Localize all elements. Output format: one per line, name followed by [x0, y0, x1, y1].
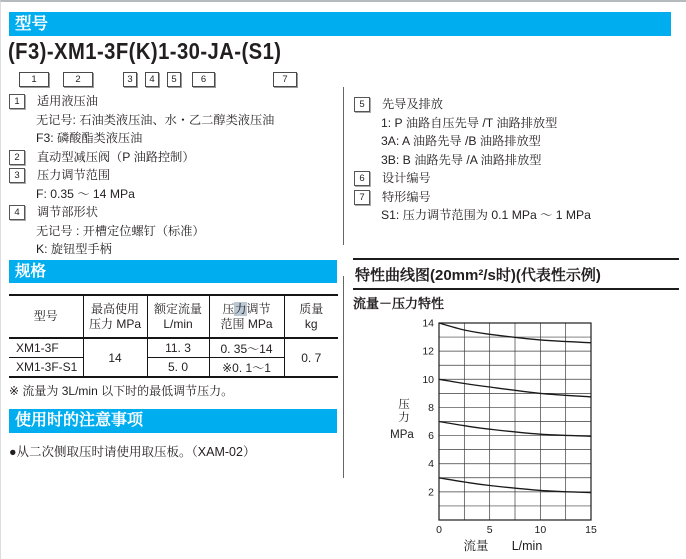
legend-item-line: F: 0.35 ～ 14 MPa: [36, 186, 135, 201]
cell-rated-flow: 5. 0: [147, 358, 209, 378]
legend-item-line: K: 旋钮型手柄: [36, 242, 112, 256]
cell-model: XM1-3F-S1: [9, 358, 83, 378]
legend-item-line: 3A: A 油路先导 /B 油路排放型: [381, 134, 541, 148]
legend-item-2: [9, 148, 339, 167]
code-position-box-1: 1: [19, 72, 49, 87]
code-position-box-5: 5: [167, 72, 181, 87]
spec-table-row: [9, 338, 338, 358]
spec-footnote: ※ 流量为 3L/min 以下时的最低调节压力。: [9, 384, 234, 398]
model-code-legend-left: [9, 92, 339, 259]
col-header-pressure-range: 压力调节 范围 MPa: [209, 295, 284, 338]
legend-item-line: 无记号 : 开槽定位螺钉（标准）: [36, 223, 205, 238]
legend-item-line: S1: 压力调节范围为 0.1 MPa ～ 1 MPa: [381, 208, 591, 222]
chart-title: 流量－压力特性: [353, 296, 445, 311]
code-position-box-6: 6: [192, 72, 215, 87]
model-code: (F3)-XM1-3F(K)1-30-JA-(S1): [8, 38, 282, 64]
col-header-max-pressure: 最高使用 压力 MPa: [83, 295, 147, 338]
y-tick-label: 12: [422, 345, 434, 358]
col-header-rated-flow: 额定流量 L/min: [147, 295, 209, 338]
section-header-model: 型号: [9, 12, 671, 36]
col-header-mass: 质量 kg: [284, 295, 338, 338]
y-axis-unit: MPa: [390, 429, 414, 441]
spec-table-header-row: [9, 295, 338, 338]
legend-item-3: [9, 166, 339, 185]
y-tick-label: 8: [428, 401, 434, 414]
item-number-box: 5: [354, 97, 370, 112]
cell-mass: 0. 7: [284, 338, 338, 377]
cell-pressure-range: ※0. 1～1: [209, 358, 284, 378]
code-position-box-4: 4: [145, 72, 159, 87]
x-tick-label: 0: [436, 524, 442, 536]
legend-item-line: 无记号: 石油类液压油、水・乙二醇类液压油: [36, 112, 275, 127]
cell-pressure-range: 0. 35～14: [209, 338, 284, 358]
item-number-box: 7: [354, 190, 370, 205]
precaution-note: ●从二次侧取压时请使用取压板。（XAM-02）: [9, 445, 256, 459]
legend-item-5: [354, 95, 680, 114]
section-header-curves: 特性曲线图(20mm²/s时)(代表性示例): [353, 258, 679, 290]
legend-item-title: 直动型减压阀（P 油路控制）: [37, 149, 195, 164]
legend-item-line: F3: 磷酸酯类液压油: [36, 131, 143, 145]
legend-item-line: 3B: B 油路先导 /A 油路排放型: [381, 152, 542, 167]
pressure-flow-chart: [353, 312, 643, 558]
model-code-legend-right: [354, 95, 680, 225]
x-tick-label: 10: [534, 524, 547, 536]
x-axis-label: 流量: [463, 539, 489, 553]
x-tick-label: 5: [486, 524, 493, 536]
y-axis-label: 压: [398, 399, 410, 411]
y-tick-label: 14: [422, 317, 434, 330]
y-tick-label: 4: [428, 458, 434, 471]
y-tick-label: 6: [428, 430, 434, 443]
legend-item-title: 先导及排放: [382, 97, 443, 111]
column-divider-top: [343, 87, 344, 245]
y-tick-label: 10: [422, 373, 434, 386]
legend-item-line: 1: P 油路自压先导 /T 油路排放型: [381, 115, 558, 130]
item-number-box: 4: [9, 205, 25, 220]
legend-item-title: 适用液压油: [37, 94, 98, 108]
code-position-box-2: 2: [63, 72, 93, 87]
col-header-model: 型号: [9, 295, 83, 338]
spec-table: [9, 294, 338, 378]
item-number-box: 2: [9, 150, 25, 165]
legend-item-title: 调节部形状: [37, 205, 98, 219]
legend-item-6: [354, 169, 680, 188]
item-number-box: 6: [354, 171, 370, 186]
y-tick-label: 2: [428, 486, 434, 499]
legend-item-title: 压力调节范围: [37, 168, 111, 182]
legend-item-title: 设计编号: [382, 171, 431, 185]
code-position-box-7: 7: [273, 72, 297, 87]
column-divider-bottom: [343, 276, 344, 478]
section-header-specs: 规格: [9, 260, 337, 283]
legend-item-7: [354, 188, 680, 207]
legend-item-title: 特形编号: [382, 189, 431, 204]
cell-rated-flow: 11. 3: [147, 338, 209, 358]
text-highlight: 力: [234, 301, 247, 316]
legend-item-4: [9, 203, 339, 222]
y-axis-label: 力: [398, 412, 410, 424]
code-position-box-3: 3: [123, 72, 137, 87]
item-number-box: 1: [9, 94, 25, 109]
cell-model: XM1-3F: [9, 338, 83, 358]
cell-max-pressure: 14: [83, 338, 147, 377]
x-axis-unit: L/min: [511, 539, 543, 553]
section-header-precautions: 使用时的注意事项: [9, 409, 337, 433]
item-number-box: 3: [9, 168, 25, 183]
x-tick-label: 15: [585, 524, 597, 536]
legend-item-1: [9, 92, 339, 111]
